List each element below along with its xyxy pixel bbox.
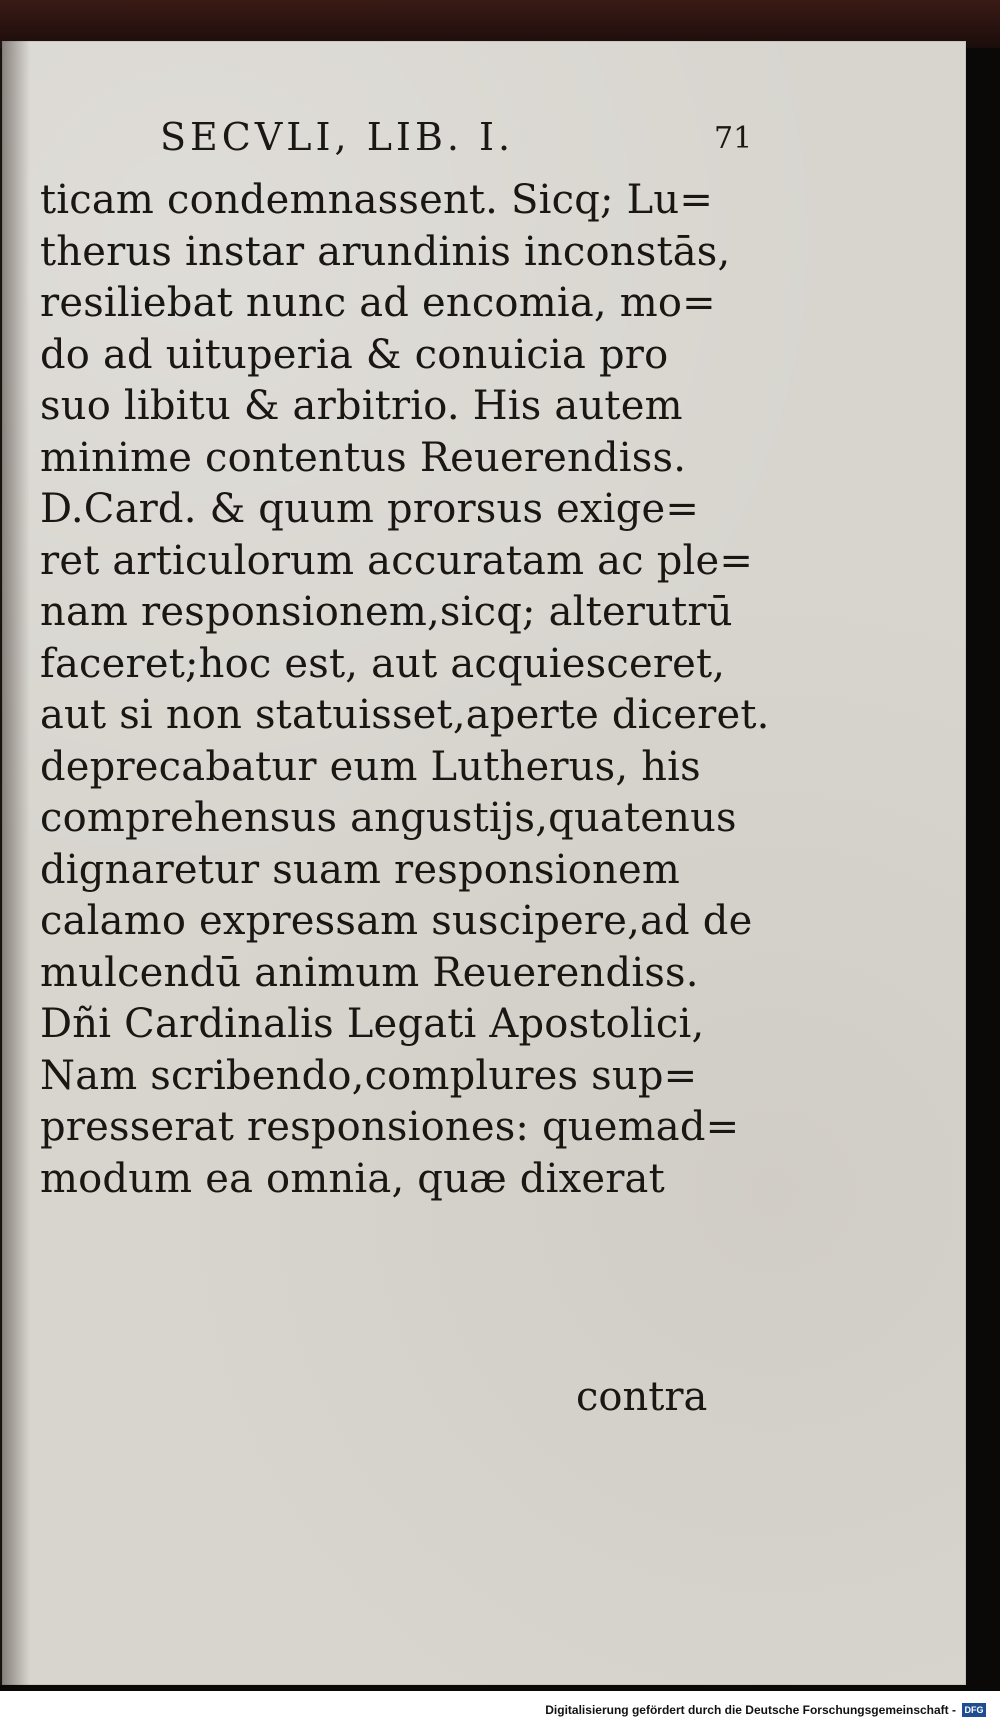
- text-line: deprecabatur eum Lutherus, his: [40, 743, 701, 790]
- page-number: 71: [714, 121, 753, 156]
- text-line: do ad uituperia & conuicia pro: [40, 331, 669, 378]
- text-line: ret articulorum accuratam ac ple=: [40, 537, 754, 584]
- text-line: suo libitu & arbitrio. His autem: [40, 383, 683, 429]
- text-line: Dñi Cardinalis Legati Apostolici,: [40, 1001, 705, 1047]
- dfg-logo-icon: DFG: [962, 1703, 986, 1717]
- footer-bar: [0, 1691, 1000, 1723]
- footer-credit: [545, 1703, 986, 1717]
- text-line: therus instar arundinis inconstās,: [40, 228, 731, 275]
- text-line: D.Card. & quum prorsus exige=: [40, 486, 700, 532]
- running-head: SECVLI, LIB. I.: [160, 115, 515, 159]
- text-line: aut si non statuisset,aperte diceret.: [40, 692, 770, 738]
- text-line: ticam condemnassent. Sicq; Lu=: [40, 177, 714, 223]
- body-text: [40, 175, 770, 1205]
- text-line: calamo expressam suscipere,ad de: [40, 898, 753, 944]
- text-line: nam responsionem,sicq; alterutrū: [40, 589, 733, 635]
- text-line: resiliebat nunc ad encomia, mo=: [40, 280, 716, 326]
- page-header: [160, 115, 753, 172]
- text-line: faceret;hoc est, aut acquiesceret,: [40, 640, 726, 687]
- text-line: minime contentus Reuerendiss.: [40, 434, 687, 481]
- text-line: comprehensus angustijs,quatenus: [40, 795, 737, 841]
- footer-credit-text: Digitalisierung gefördert durch die Deutsche Forschungsgemeinschaft -: [545, 1703, 956, 1717]
- page-gutter-shadow: [0, 41, 30, 1685]
- text-line: Nam scribendo,complures sup=: [40, 1052, 698, 1099]
- text-line: mulcendū animum Reuerendiss.: [40, 949, 699, 996]
- text-line: dignaretur suam responsionem: [40, 846, 680, 893]
- text-line: presserat responsiones: quemad=: [40, 1104, 740, 1150]
- catchword: contra: [576, 1374, 708, 1420]
- text-line: modum ea omnia, quæ dixerat: [40, 1155, 665, 1202]
